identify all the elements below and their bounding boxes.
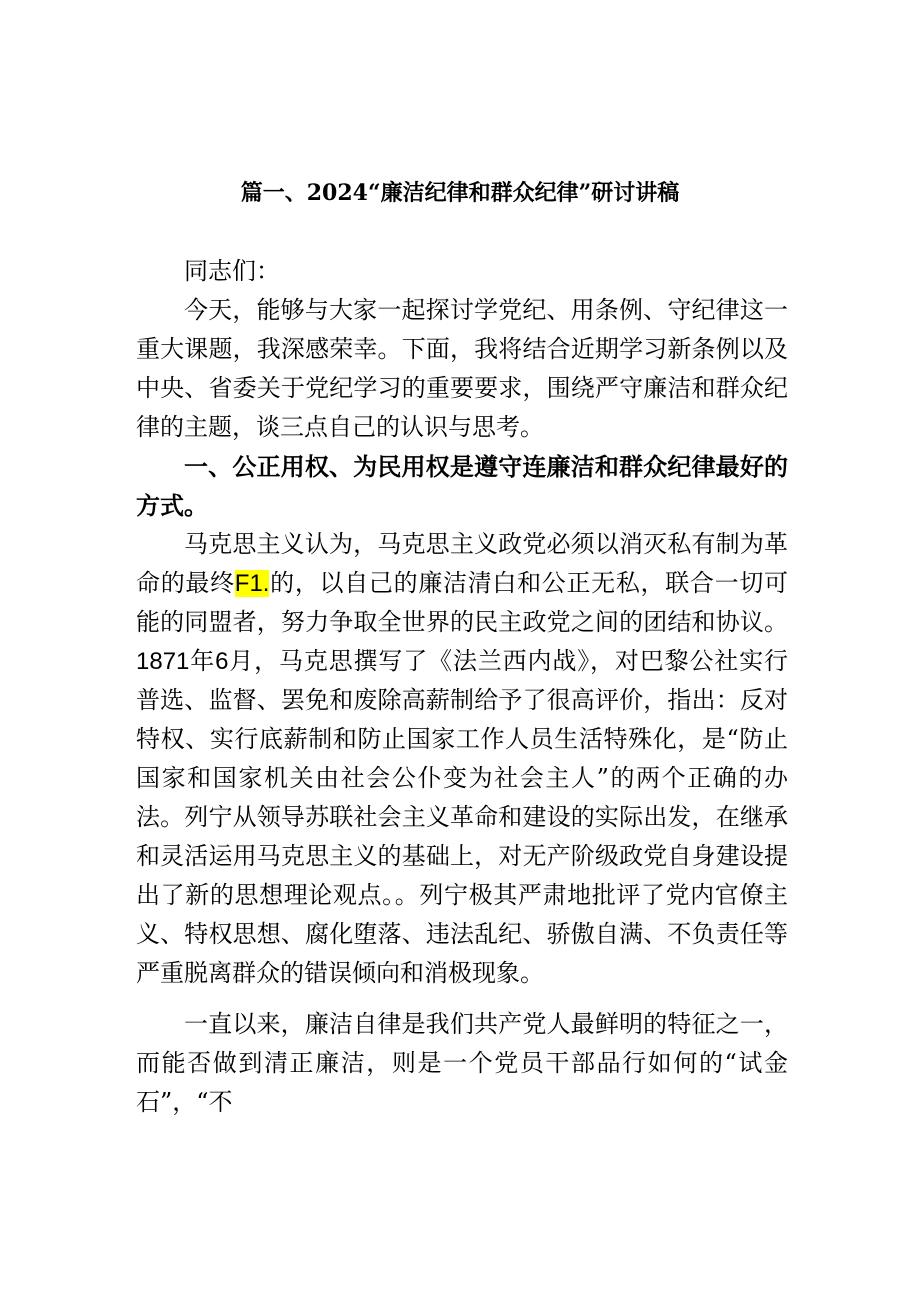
salutation: 同志们： [184,257,280,285]
date-text: 1871年6月 [136,648,255,675]
intro-paragraph: 今天，能够与大家一起探讨学党纪、用条例、守纪律这一重大课题，我深感荣幸。下面，我将结合近期学习新条例以及中央、省委关于党纪学习的重要要求，围绕严守廉洁和群众纪律的主题，谈三点自己的认识与思考。 [136,296,788,441]
section-1-heading: 一、公正用权、为民用权是遵守连廉洁和群众纪律最好的方式。 [136,452,788,520]
paragraph-2: 一直以来，廉洁自律是我们共产党人最鲜明的特征之一，而能否做到清正廉洁，则是一个党员干部品行如何的“试金石”，“不 [136,1010,788,1116]
document-body [136,252,788,1122]
paragraph-1-part-b: 的，以自己的廉洁清白和公正无私，联合一切可能的同盟者，努力争取全世界的民主政党之间的团结和协议。 [136,569,789,636]
paragraph-1-part-c: ，马克思撰写了《法兰西内战》，对巴黎公社实行普选、监督、罢免和废除高薪制给予了很高评价，指出：反对特权、实行底薪制和防止国家工作人员生活特殊化，是“防止国家和国家机关由社会公仆变为社会主人”的两个正确的办法。列宁从领导苏联社会主义革命和建设的实际出发，在继承和灵活运用马克思主义的基础上，对无产阶级政党自身建设提出了新的思想理论观点。。列宁极其严肃地批评了党内官僚主义、特权思想、腐化堕落、违法乱纪、骄傲自满、不负责任等严重脱离群众的错误倾向和消极现象。 [136,647,788,987]
paragraph-1-part-a: 马克思主义认为，马克思主义政党必须以消灭私有制为革命的最终 [136,530,788,597]
paragraph-1 [136,525,788,993]
highlighted-text: F1. [234,570,270,597]
document-title: 篇一、2024“廉洁纪律和群众纪律”研讨讲稿 [240,180,680,206]
